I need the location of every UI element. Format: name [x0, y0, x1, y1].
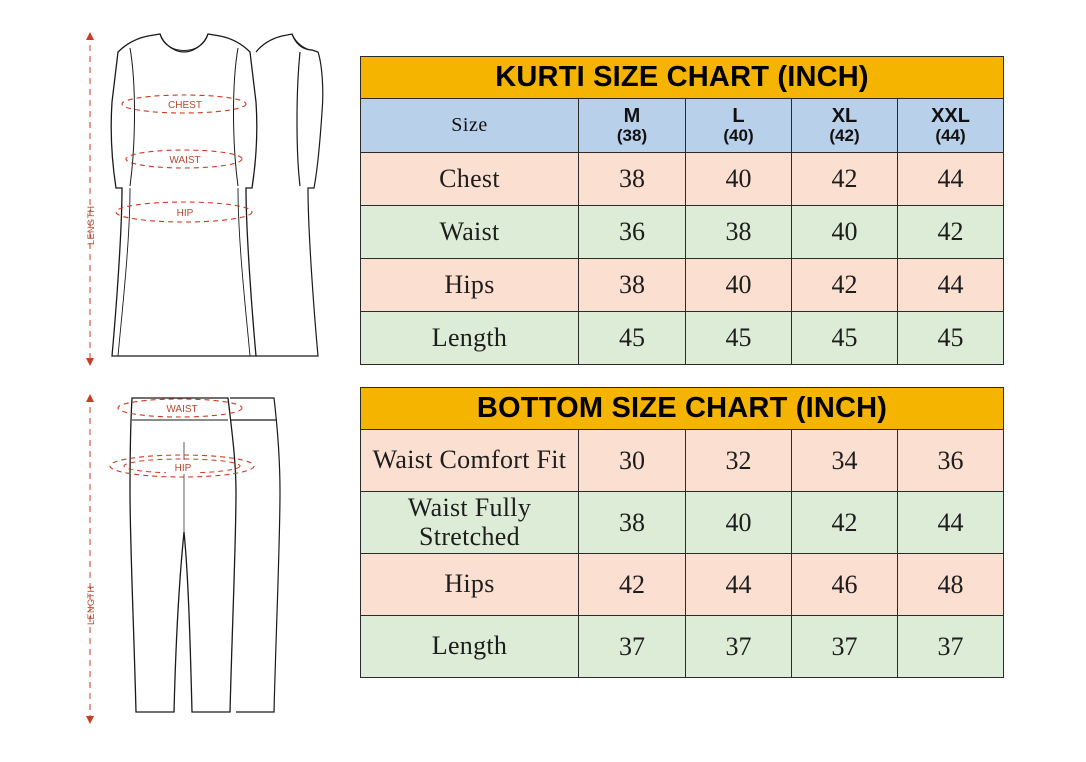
kurti-front-back-illustration: [60, 12, 330, 382]
row-label-waist: Waist: [361, 206, 579, 259]
chart-separator: [360, 365, 1003, 387]
table-row: [361, 616, 1004, 678]
row-label-chest: Chest: [361, 153, 579, 206]
bottom-chart-title-row: [361, 388, 1004, 430]
cell-chest-m: 38: [579, 153, 686, 206]
row-label-length: Length: [361, 312, 579, 365]
kurti-header-l: L (40): [686, 99, 792, 153]
row-label-hips: Hips: [361, 259, 579, 312]
cell-hips-m: 38: [579, 259, 686, 312]
cell-bottom-hips-xxl: 48: [898, 554, 1004, 616]
cell-length-xl: 45: [792, 312, 898, 365]
row-label-bottom-length: Length: [361, 616, 579, 678]
bottom-chart-title: BOTTOM SIZE CHART (INCH): [361, 388, 1004, 430]
bottom-hip-label: HIP: [174, 463, 192, 474]
cell-waist-xl: 40: [792, 206, 898, 259]
table-row: [361, 206, 1004, 259]
kurti-header-m: M (38): [579, 99, 686, 153]
table-row: [361, 554, 1004, 616]
cell-chest-xl: 42: [792, 153, 898, 206]
cell-bottom-hips-l: 44: [686, 554, 792, 616]
cell-waist-comfort-l: 32: [686, 430, 792, 492]
size-charts: [360, 56, 1003, 678]
cell-hips-xl: 42: [792, 259, 898, 312]
bottom-length-label: LENGTH: [86, 585, 96, 625]
cell-bottom-hips-m: 42: [579, 554, 686, 616]
cell-waist-stretched-l: 40: [686, 492, 792, 554]
kurti-chart-title-row: [361, 57, 1004, 99]
cell-waist-stretched-xl: 42: [792, 492, 898, 554]
cell-waist-comfort-xl: 34: [792, 430, 898, 492]
cell-length-m: 45: [579, 312, 686, 365]
row-label-waist-fully-stretched: Waist Fully Stretched: [361, 492, 579, 554]
cell-hips-xxl: 44: [898, 259, 1004, 312]
kurti-chart-title: KURTI SIZE CHART (INCH): [361, 57, 1004, 99]
illustration-column: [0, 0, 352, 762]
kurti-hip-label: HIP: [176, 208, 194, 219]
cell-chest-l: 40: [686, 153, 792, 206]
kurti-header-size: Size: [361, 99, 579, 153]
cell-bottom-length-xl: 37: [792, 616, 898, 678]
cell-bottom-hips-xl: 46: [792, 554, 898, 616]
table-row: [361, 312, 1004, 365]
cell-length-l: 45: [686, 312, 792, 365]
kurti-length-label: LENGTH: [86, 205, 96, 245]
kurti-waist-label: WAIST: [169, 155, 201, 166]
table-row: [361, 153, 1004, 206]
table-row: [361, 259, 1004, 312]
cell-waist-comfort-xxl: 36: [898, 430, 1004, 492]
cell-chest-xxl: 44: [898, 153, 1004, 206]
kurti-chest-label: CHEST: [168, 100, 202, 111]
table-row: [361, 430, 1004, 492]
bottom-waist-label: WAIST: [166, 404, 198, 415]
cell-waist-xxl: 42: [898, 206, 1004, 259]
row-label-waist-comfort-fit: Waist Comfort Fit: [361, 430, 579, 492]
row-label-bottom-hips: Hips: [361, 554, 579, 616]
cell-hips-l: 40: [686, 259, 792, 312]
cell-waist-l: 38: [686, 206, 792, 259]
kurti-header-xxl: XXL (44): [898, 99, 1004, 153]
kurti-size-chart-table: [360, 56, 1004, 365]
table-row: [361, 492, 1004, 554]
cell-bottom-length-m: 37: [579, 616, 686, 678]
bottom-size-chart-table: [360, 387, 1004, 678]
kurti-chart-header-row: [361, 99, 1004, 153]
cell-waist-comfort-m: 30: [579, 430, 686, 492]
cell-bottom-length-l: 37: [686, 616, 792, 678]
cell-waist-stretched-xxl: 44: [898, 492, 1004, 554]
kurti-header-xl: XL (42): [792, 99, 898, 153]
cell-waist-m: 36: [579, 206, 686, 259]
cell-length-xxl: 45: [898, 312, 1004, 365]
bottom-front-back-illustration: [60, 382, 330, 754]
cell-waist-stretched-m: 38: [579, 492, 686, 554]
cell-bottom-length-xxl: 37: [898, 616, 1004, 678]
